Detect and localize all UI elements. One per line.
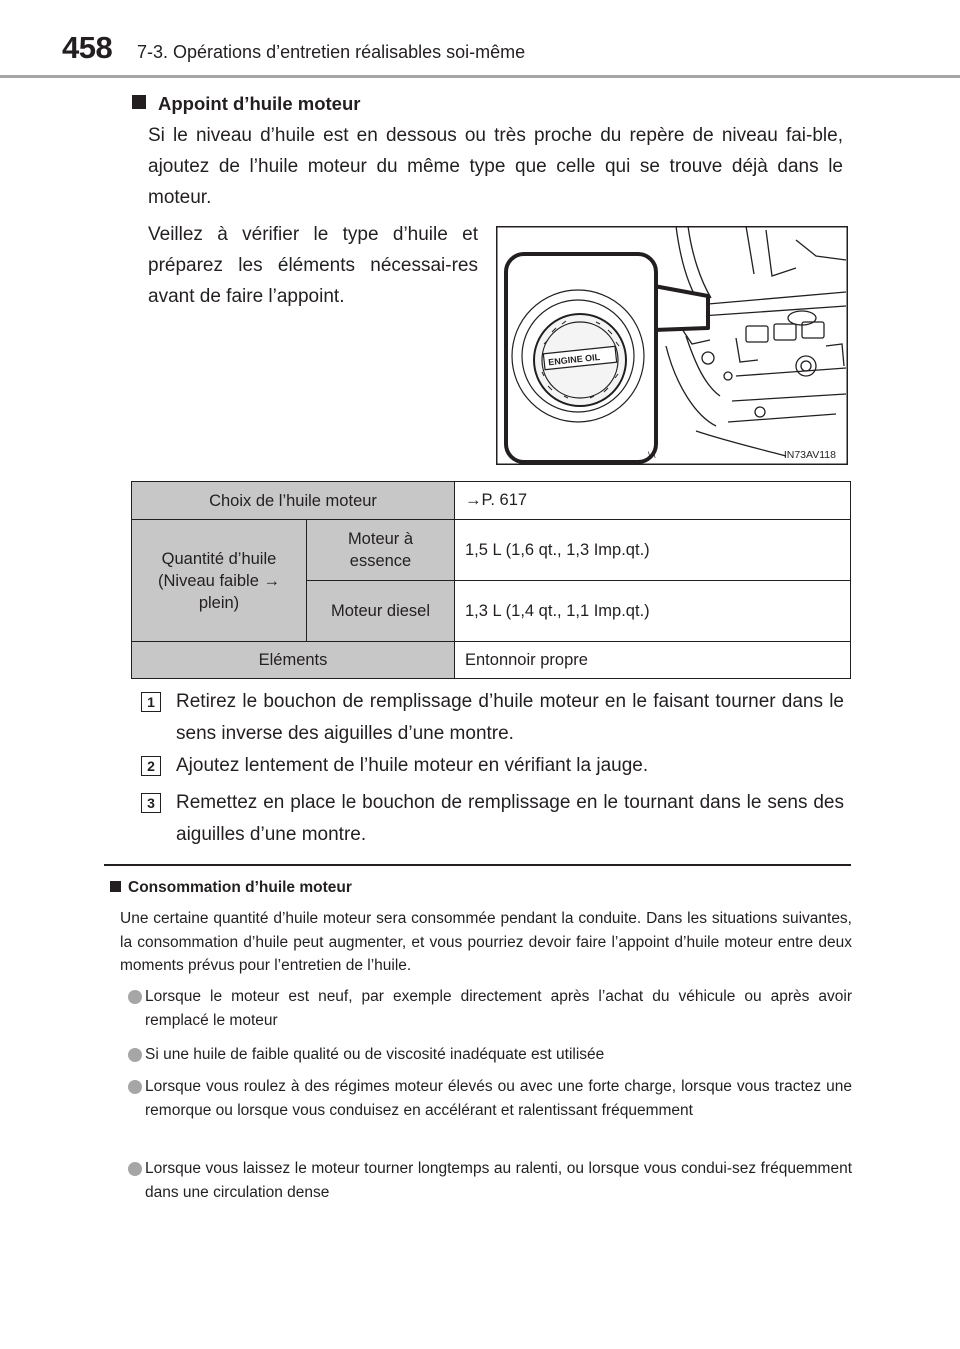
step-number-1: 1 <box>141 692 161 712</box>
consumption-heading <box>110 879 352 897</box>
step-text-1: Retirez le bouchon de remplissage d’huile moteur en le faisant tourner dans le sens inverse des aiguilles d’une montre. <box>176 691 844 744</box>
section-heading-text: Appoint d’huile moteur <box>158 93 361 114</box>
square-bullet-icon <box>110 881 121 892</box>
step-text-3: Remettez en place le bouchon de remplissage en le tournant dans le sens des aiguilles d’une montre. <box>176 792 844 845</box>
page-number: 458 <box>62 30 113 65</box>
gasoline-engine-label: Moteur à essence <box>307 520 455 581</box>
engine-oil-cap-illustration <box>496 226 848 465</box>
gasoline-quantity-value: 1,5 L (1,6 qt., 1,3 Imp.qt.) <box>455 520 851 581</box>
section-title: 7-3. Opérations d’entretien réalisables soi-même <box>137 42 526 62</box>
bullet-icon <box>128 1162 142 1176</box>
check-paragraph: Veillez à vérifier le type d’huile et préparez les éléments nécessai-res avant de faire l’appoint. <box>148 224 478 307</box>
consumption-heading-text: Consommation d’huile moteur <box>128 879 352 896</box>
table-row <box>132 642 851 679</box>
section-heading <box>132 93 360 115</box>
consumption-intro: Une certaine quantité d’huile moteur sera consommée pendant la conduite. Dans les situations suivantes, la consommation d’huile peut augmenter, et vous pourriez devoir faire l’appoint d’huile moteur entre deux moments prévus pour l’entretien de l’huile. <box>120 910 852 974</box>
step-text-2: Ajoutez lentement de l’huile moteur en vérifiant la jauge. <box>176 755 649 776</box>
list-item: Si une huile de faible qualité ou de viscosité inadéquate est utilisée <box>145 1046 605 1063</box>
list-item: Lorsque vous laissez le moteur tourner longtemps au ralenti, ou lorsque vous condui-sez fréquemment dans une circulation dense <box>145 1160 852 1201</box>
intro-paragraph: Si le niveau d’huile est en dessous ou très proche du repère de niveau fai-ble, ajoutez de l’huile moteur du même type que celle qui se trouve déjà dans le moteur. <box>148 125 843 208</box>
list-item: Lorsque vous roulez à des régimes moteur élevés ou avec une forte charge, lorsque vous tractez une remorque ou lorsque vous conduisez en accélérant et ralentissant fréquemment <box>145 1078 852 1119</box>
oil-spec-table <box>131 481 851 679</box>
header-rule <box>0 75 960 78</box>
items-label: Eléments <box>132 642 455 679</box>
bullet-icon <box>128 1048 142 1062</box>
section-divider <box>104 864 851 866</box>
small-mark: \/\ <box>648 450 656 460</box>
cap-label: ENGINE OIL <box>547 351 601 368</box>
table-row <box>132 520 851 581</box>
list-item: Lorsque le moteur est neuf, par exemple directement après l’achat du véhicule ou après avoir remplacé le moteur <box>145 988 852 1029</box>
diesel-quantity-value: 1,3 L (1,4 qt., 1,1 Imp.qt.) <box>455 581 851 642</box>
square-bullet-icon <box>132 95 146 109</box>
step-number-2: 2 <box>141 756 161 776</box>
bullet-icon <box>128 990 142 1004</box>
bullet-icon <box>128 1080 142 1094</box>
oil-quantity-label: Quantité d’huile (Niveau faible → plein) <box>132 520 307 642</box>
oil-choice-value: →P. 617 <box>455 482 851 520</box>
step-number-3: 3 <box>141 793 161 813</box>
oil-choice-label: Choix de l’huile moteur <box>132 482 455 520</box>
items-value: Entonnoir propre <box>455 642 851 679</box>
illustration-code: IN73AV118 <box>783 449 836 461</box>
diesel-engine-label: Moteur diesel <box>307 581 455 642</box>
table-row <box>132 482 851 520</box>
